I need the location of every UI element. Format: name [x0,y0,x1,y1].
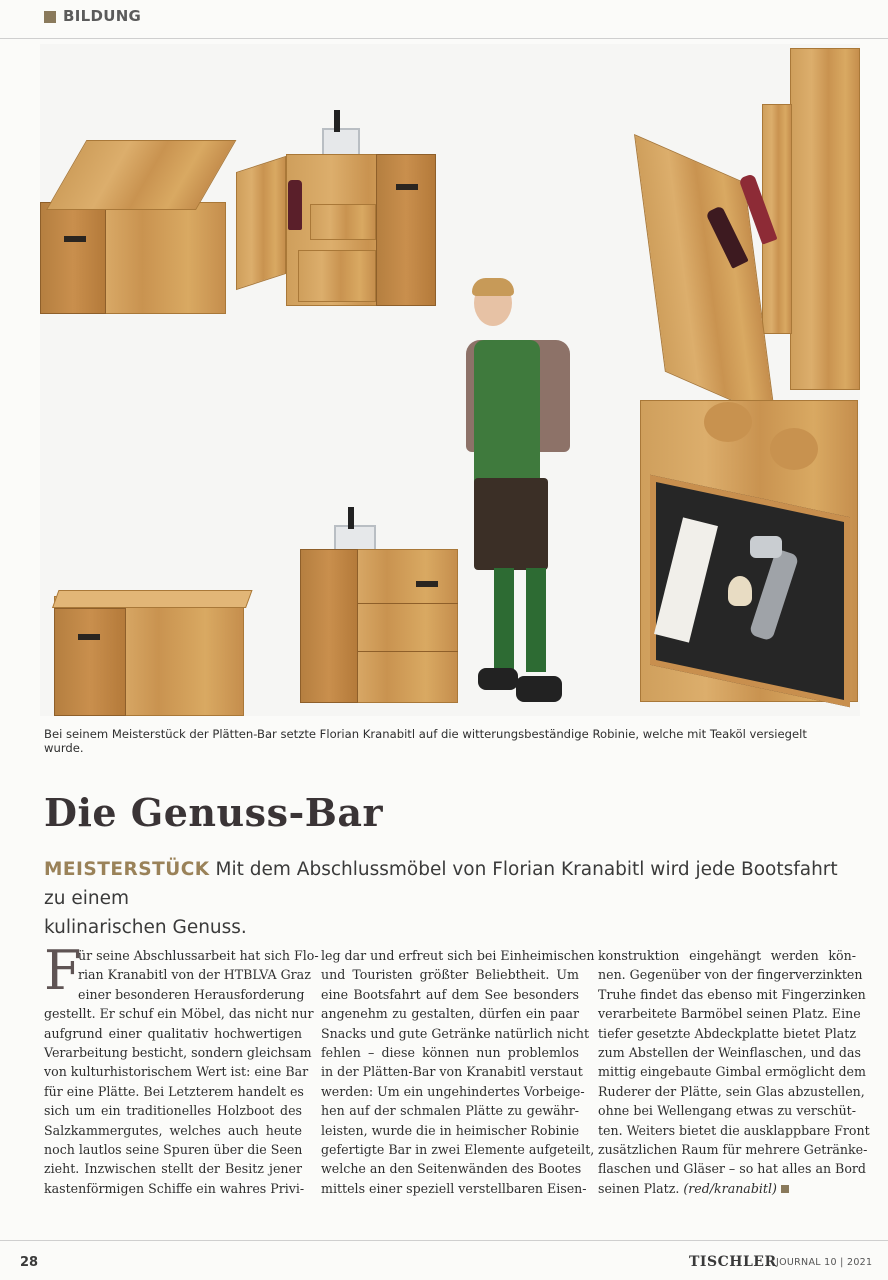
article-headline: Die Genuss-Bar [44,790,383,835]
header-divider [0,38,888,39]
article-line: rian Kranabitl von der HTBLVA Graz [78,967,311,983]
article-column-1 [44,939,319,1198]
article-line: eine Bootsfahrt auf dem See besonders [321,986,579,1002]
article-line: aufgrund einer qualitativ hochwertigen [44,1025,302,1041]
article-line: kastenförmigen Schiffe ein wahres Privi- [44,1180,305,1196]
article-intro [44,855,864,942]
article-line: ür seine Abschlussarbeit hat sich Flo- [78,948,319,963]
photo-drawer-detail [640,400,858,702]
article-line: angenehm zu gestalten, dürfen ein paar [321,1006,579,1022]
article-line: leg dar und erfreut sich bei Einheimischen [321,948,595,963]
article-line: zusätzlichen Raum für mehrere Getränke- [598,1142,868,1158]
photo-bar-closed [298,505,460,705]
article-line: gestellt. Er schuf ein Möbel, das nicht nur [44,1006,314,1022]
article-line: werden: Um ein ungehindertes Vorbeige- [321,1083,585,1099]
section-label: BILDUNG [63,7,142,25]
article-line: welche an den Seitenwänden des Bootes [321,1161,582,1177]
section-marker-icon [44,11,56,23]
article-line: in der Plätten-Bar von Kranabitl verstaut [321,1064,583,1080]
article-line: flaschen und Gläser – so hat alles an Bord [598,1161,866,1177]
intro-text-line1: Mit dem Abschlussmöbel von Florian Kranabitl wird jede Bootsfahrt zu einem [44,859,838,909]
photo-person [456,278,582,708]
article-line: tiefer gesetzte Abdeckplatte bietet Platz [598,1025,856,1041]
photo-foldout-detail [634,44,860,392]
photo-caption: Bei seinem Meisterstück der Plätten-Bar setzte Florian Kranabitl auf die witterungsbeständige Robinie, welche mit Teaköl versiegelt wurde. [44,727,807,755]
article-line: ohne bei Wellengang etwas zu verschüt- [598,1103,856,1119]
article-line: mittels einer speziell verstellbaren Eisen- [321,1180,587,1196]
end-mark-icon [781,1185,789,1193]
photo-closed-chest [52,590,248,718]
article-line: fehlen – diese können nun problemlos [321,1045,579,1061]
magazine-brand: TISCHLER [689,1254,777,1270]
photo-bar-open [236,108,440,312]
article-line: gefertigte Bar in zwei Elemente aufgeteilt, [321,1142,595,1158]
article-line: Verarbeitung besticht, sondern gleichsam [44,1045,312,1061]
journal-issue: JOURNAL 10 | 2021 [776,1257,873,1268]
article-line: Truhe findet das ebenso mit Fingerzinken [598,986,866,1002]
article-line: von kulturhistorischem Wert ist: eine Bar [44,1064,309,1080]
intro-kicker: MEISTERSTÜCK [44,859,210,880]
article-line: Salzkammergutes, welches auch heute [44,1122,302,1138]
article-line: hen auf der schmalen Plätte zu gewähr- [321,1103,579,1119]
article-line: konstruktion eingehängt werden kön- [598,948,856,963]
photo-open-chest [40,140,230,320]
drop-cap: F [44,939,82,1002]
article-line: zieht. Inzwischen stellt der Besitz jener [44,1161,302,1177]
article-line: einer besonderen Herausforderung [78,986,305,1002]
article-line: verarbeitete Barmöbel seinen Platz. Eine [598,1006,861,1022]
article-credit: (red/kranabitl) [679,1180,777,1196]
article-line: mittig eingebaute Gimbal ermöglicht dem [598,1064,866,1080]
intro-text-line2: kulinarischen Genuss. [44,917,247,938]
article-line: seinen Platz. (red/kranabitl) [598,1179,856,1198]
article-line: leisten, wurde die in heimischer Robinie [321,1122,580,1138]
article-line: für eine Plätte. Bei Letzterem handelt es [44,1083,304,1099]
article-column-3 [598,946,870,1198]
article-line: und Touristen größter Beliebtheit. Um [321,967,579,983]
article-column-2 [321,946,595,1198]
article-line: sich um ein traditionelles Holzboot des [44,1103,302,1119]
article-line: Snacks und gute Getränke natürlich nicht [321,1025,590,1041]
article-line: nen. Gegenüber von der fingerverzinkten [598,967,863,983]
page-number: 28 [20,1255,39,1270]
article-line: noch lautlos seine Spuren über die Seen [44,1142,303,1158]
article-line: ten. Weiters bietet die ausklappbare Front [598,1122,870,1138]
article-line: Ruderer der Plätte, sein Glas abzustellen, [598,1083,865,1099]
article-line: zum Abstellen der Weinflaschen, und das [598,1045,861,1061]
footer-divider [0,1240,888,1241]
